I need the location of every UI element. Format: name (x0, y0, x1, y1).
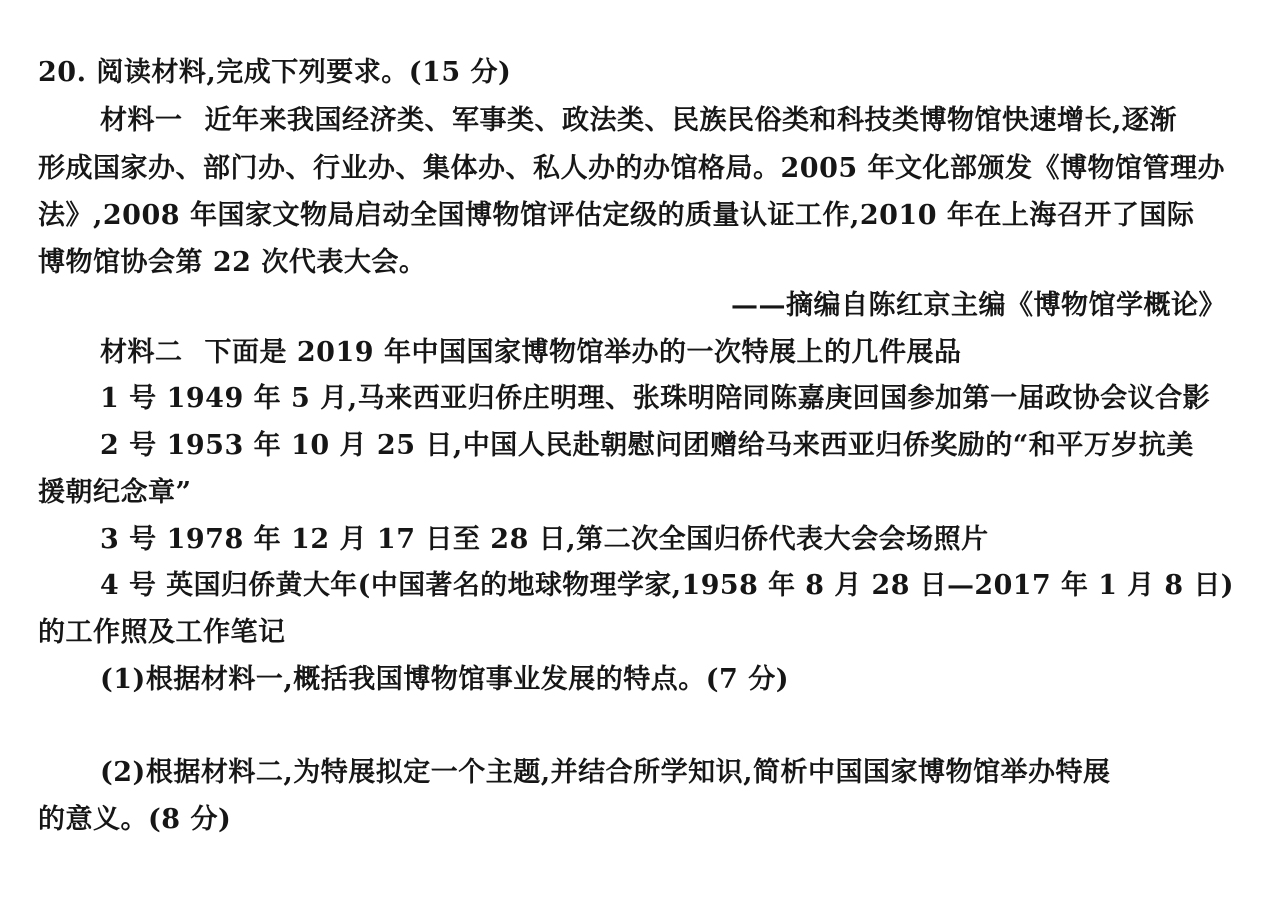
task-2: (2)根据材料二,为特展拟定一个主题,并结合所学知识,简析中国国家博物馆举办特展 (100, 757, 1111, 788)
question-header: 20. 阅读材料,完成下列要求。(15 分) (38, 57, 512, 88)
exhibit-item-3: 3 号 1978 年 12 月 17 日至 28 日,第二次全国归侨代表大会会场照片 (100, 524, 989, 555)
material1-text-line: 博物馆协会第 22 次代表大会。 (38, 247, 427, 278)
material2-intro: 下面是 2019 年中国国家博物馆举办的一次特展上的几件展品 (204, 337, 962, 368)
material1-text-line: 法》,2008 年国家文物局启动全国博物馆评估定级的质量认证工作,2010 年在上海召开了国际 (38, 200, 1195, 231)
exhibit-item-4: 4 号 英国归侨黄大年(中国著名的地球物理学家,1958 年 8 月 28 日—2017 年 1 月 8 日) (100, 570, 1234, 601)
material1-label: 材料一 (100, 105, 183, 136)
material1-text-line: 形成国家办、部门办、行业办、集体办、私人办的办馆格局。2005 年文化部颁发《博物馆管理办 (38, 153, 1226, 184)
exhibit-item-2-continued: 援朝纪念章” (38, 477, 192, 508)
material1-source: ——摘编自陈红京主编《博物馆学概论》 (731, 290, 1226, 321)
exhibit-item-2: 2 号 1953 年 10 月 25 日,中国人民赴朝慰问团赠给马来西亚归侨奖励的“和平万岁抗美 (100, 430, 1194, 461)
material1-first-line (100, 104, 1177, 138)
exhibit-item-1: 1 号 1949 年 5 月,马来西亚归侨庄明理、张珠明陪同陈嘉庚回国参加第一届政协会议合影 (100, 383, 1211, 414)
material2-label: 材料二 (100, 337, 183, 368)
task-1: (1)根据材料一,概括我国博物馆事业发展的特点。(7 分) (100, 664, 789, 695)
task-2-continued: 的意义。(8 分) (38, 804, 232, 835)
material2-first-line (100, 336, 961, 370)
material1-text-line: 近年来我国经济类、军事类、政法类、民族民俗类和科技类博物馆快速增长,逐渐 (204, 105, 1177, 136)
exhibit-item-4-continued: 的工作照及工作笔记 (38, 617, 286, 648)
